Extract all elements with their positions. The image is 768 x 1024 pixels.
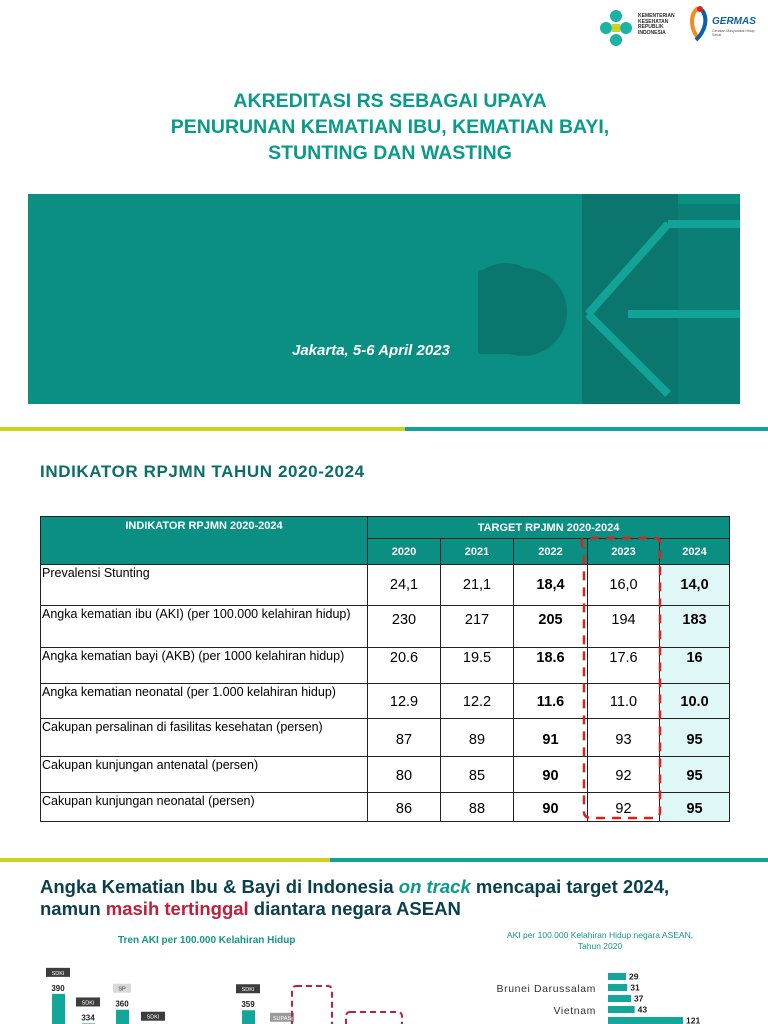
aki-trend-value-label: 390 (51, 983, 65, 993)
table-cell: 93 (588, 719, 660, 757)
table-cell: 95 (660, 719, 730, 757)
section-divider (0, 858, 768, 862)
banner-decoration (28, 194, 740, 404)
table-cell: 92 (588, 793, 660, 822)
table-cell: 12.9 (368, 684, 441, 719)
germas-logo-icon (684, 4, 712, 44)
aki-trend-source-tag-label: SDKI (81, 1000, 95, 1007)
aki-trend-chart-title: Tren AKI per 100.000 Kelahiran Hidup (118, 935, 296, 946)
aki-trend-source-tag-label: SDKI (146, 1014, 160, 1021)
aki-trend-value-label: 334 (81, 1013, 95, 1023)
table-cell: 14,0 (660, 565, 730, 606)
asean-aki-bar (608, 995, 631, 1002)
header-logos (596, 4, 766, 52)
table-cell: 194 (588, 606, 660, 648)
cover-title-line: STUNTING DAN WASTING (268, 142, 512, 164)
indicator-label: Cakupan kunjungan neonatal (persen) (41, 793, 368, 822)
table-cell: 19.5 (441, 648, 514, 684)
table-cell: 86 (368, 793, 441, 822)
germas-logo-text: GERMAS (712, 16, 756, 27)
table-cell: 11.0 (588, 684, 660, 719)
event-date: Jakarta, 5-6 April 2023 (292, 342, 450, 359)
asean-aki-bar (608, 984, 627, 991)
aki-trend-source-tag-label: SP (118, 986, 126, 993)
year-header: 2024 (660, 539, 730, 565)
asean-aki-value-label: 43 (637, 1004, 648, 1015)
asean-aki-bar (608, 973, 626, 980)
aki-trend-source-tag-label: SDKI (51, 970, 65, 977)
table-cell: 11.6 (514, 684, 588, 719)
table-row (41, 565, 730, 606)
table-cell: 20.6 (368, 648, 441, 684)
table-row (41, 648, 730, 684)
table-header-target: TARGET RPJMN 2020-2024 (368, 517, 730, 539)
rpjmn-indicator-table (40, 516, 730, 822)
asean-aki-value-label: 37 (633, 993, 644, 1004)
aki-trend-bar (116, 1010, 129, 1024)
table-cell: 95 (660, 793, 730, 822)
table-cell: 87 (368, 719, 441, 757)
table-cell: 92 (588, 757, 660, 793)
indicator-label: Cakupan persalinan di fasilitas kesehatan (persen) (41, 719, 368, 757)
table-cell: 16 (660, 648, 730, 684)
table-cell: 88 (441, 793, 514, 822)
year-header: 2023 (588, 539, 660, 565)
asean-aki-bar (608, 1006, 635, 1013)
table-row (41, 757, 730, 793)
target-highlight-box (346, 1012, 402, 1024)
asean-country-label: Brunei Darussalam (496, 983, 596, 995)
indicator-label: Cakupan kunjungan antenatal (persen) (41, 757, 368, 793)
aki-trend-source-tag-label: SUPAS (272, 1015, 292, 1022)
table-cell: 91 (514, 719, 588, 757)
table-cell: 217 (441, 606, 514, 648)
table-cell: 183 (660, 606, 730, 648)
indicator-label: Prevalensi Stunting (41, 565, 368, 606)
year-header: 2020 (368, 539, 441, 565)
table-cell: 10.0 (660, 684, 730, 719)
table-cell: 90 (514, 793, 588, 822)
table-row (41, 606, 730, 648)
asean-aki-value-label: 31 (630, 982, 640, 993)
section-divider (0, 427, 768, 431)
aki-trend-chart (36, 950, 426, 1024)
ranking-headline: Angka Kematian Ibu & Bayi di Indonesia on track mencapai target 2024, namun masih tertinggal diantara negara ASEAN (40, 876, 670, 919)
table-cell: 89 (441, 719, 514, 757)
table-cell: 21,1 (441, 565, 514, 606)
asean-aki-value-label: 29 (628, 971, 639, 982)
germas-tagline: Gerakan Masyarakat Hidup Sehat (712, 29, 755, 37)
asean-aki-value-label: 121 (686, 1015, 701, 1024)
indicator-label: Angka kematian neonatal (per 1.000 kelahiran hidup) (41, 684, 368, 719)
table-cell: 90 (514, 757, 588, 793)
cover-title (0, 88, 768, 166)
asean-chart-title: AKI per 100.000 Kelahiran Hidup negara ASEAN, Tahun 2020 (506, 930, 694, 951)
year-header: 2022 (514, 539, 588, 565)
asean-aki-chart (490, 968, 768, 1024)
table-row (41, 719, 730, 757)
aki-trend-value-label: 359 (241, 1000, 255, 1010)
table-cell: 95 (660, 757, 730, 793)
aki-trend-bar (52, 994, 65, 1024)
table-cell: 24,1 (368, 565, 441, 606)
table-cell: 18,4 (514, 565, 588, 606)
table-cell: 17.6 (588, 648, 660, 684)
kemkes-logo-icon (596, 6, 636, 50)
asean-country-label: Vietnam (553, 1005, 596, 1017)
table-cell: 12.2 (441, 684, 514, 719)
indicator-label: Angka kematian ibu (AKI) (per 100.000 kelahiran hidup) (41, 606, 368, 648)
indicator-label: Angka kematian bayi (AKB) (per 1000 kelahiran hidup) (41, 648, 368, 684)
kemkes-logo-text: KEMENTERIAN KESEHATAN REPUBLIK INDONESIA (638, 13, 675, 36)
table-cell: 205 (514, 606, 588, 648)
table-header-indicator: INDIKATOR RPJMN 2020-2024 (41, 517, 368, 565)
table-cell: 85 (441, 757, 514, 793)
asean-aki-bar (608, 1017, 683, 1024)
table-cell: 230 (368, 606, 441, 648)
aki-trend-bar (242, 1010, 255, 1024)
indicator-section-title: INDIKATOR RPJMN TAHUN 2020-2024 (40, 462, 365, 481)
target-highlight-box (292, 986, 332, 1024)
table-cell: 80 (368, 757, 441, 793)
table-row (41, 684, 730, 719)
cover-title-line: AKREDITASI RS SEBAGAI UPAYA (233, 90, 547, 112)
table-cell: 18.6 (514, 648, 588, 684)
aki-trend-value-label: 360 (115, 999, 129, 1009)
year-header: 2021 (441, 539, 514, 565)
table-cell: 16,0 (588, 565, 660, 606)
cover-title-line: PENURUNAN KEMATIAN IBU, KEMATIAN BAYI, (170, 116, 610, 138)
cover-banner (28, 194, 740, 404)
table-row (41, 793, 730, 822)
aki-trend-source-tag-label: SDKI (241, 987, 255, 994)
